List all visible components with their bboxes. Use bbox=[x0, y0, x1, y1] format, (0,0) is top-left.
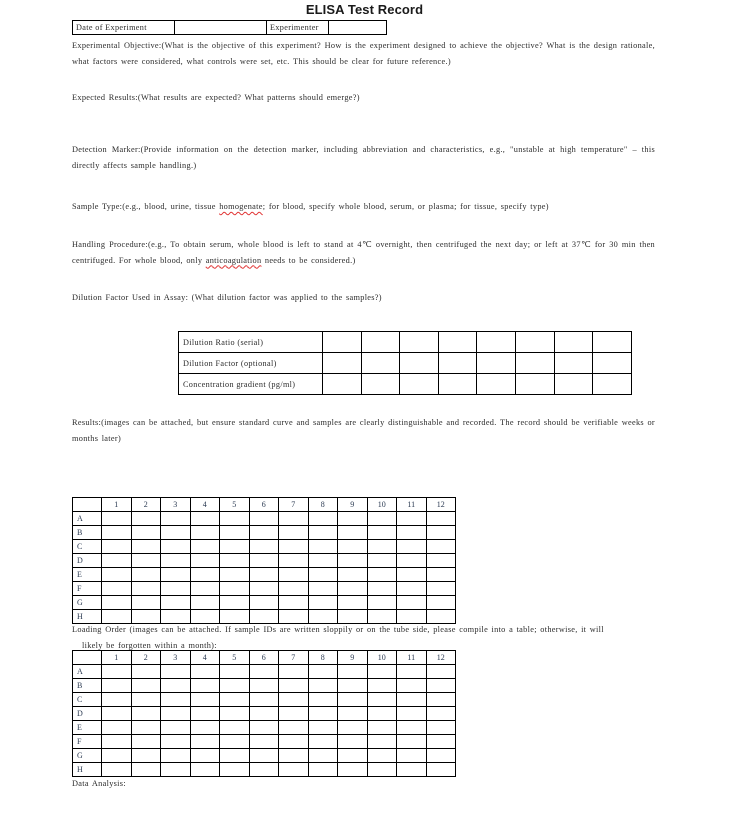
table-row bbox=[73, 679, 456, 693]
table-row bbox=[73, 707, 456, 721]
plate-well-cell-A7[interactable] bbox=[279, 512, 309, 526]
dilution-cell[interactable] bbox=[515, 332, 554, 353]
plate-column-header: 3 bbox=[161, 651, 191, 665]
plate-well-cell-C6[interactable] bbox=[249, 693, 279, 707]
plate-column-header: 1 bbox=[102, 651, 132, 665]
plate-well-cell-B4[interactable] bbox=[190, 526, 220, 540]
plate-well-cell-A6[interactable] bbox=[249, 665, 279, 679]
sample-type-text bbox=[72, 199, 655, 215]
dilution-cell[interactable] bbox=[361, 353, 400, 374]
plate-well-cell-F7[interactable] bbox=[279, 582, 309, 596]
plate-well-cell-F7[interactable] bbox=[279, 735, 309, 749]
plate-header-row bbox=[73, 651, 456, 665]
plate-corner-cell bbox=[73, 498, 102, 512]
plate-well-cell-G2[interactable] bbox=[131, 749, 161, 763]
plate-well-cell-F4[interactable] bbox=[190, 735, 220, 749]
plate-well-cell-C8[interactable] bbox=[308, 540, 338, 554]
dilution-cell[interactable] bbox=[400, 332, 439, 353]
plate-row-header: D bbox=[73, 554, 102, 568]
plate-column-header: 12 bbox=[426, 498, 456, 512]
plate-well-cell-C3[interactable] bbox=[161, 540, 191, 554]
plate-well-cell-D7[interactable] bbox=[279, 707, 309, 721]
plate-well-cell-B11[interactable] bbox=[397, 526, 427, 540]
plate-well-cell-G5[interactable] bbox=[220, 749, 250, 763]
plate-well-cell-A8[interactable] bbox=[308, 512, 338, 526]
data-analysis-label: Data Analysis: bbox=[72, 779, 126, 788]
plate-row-header: G bbox=[73, 596, 102, 610]
plate-well-cell-C7[interactable] bbox=[279, 693, 309, 707]
plate-well-cell-E8[interactable] bbox=[308, 568, 338, 582]
dilution-cell[interactable] bbox=[554, 374, 593, 395]
plate-column-header: 6 bbox=[249, 498, 279, 512]
plate-column-header: 9 bbox=[338, 651, 368, 665]
plate-well-cell-A5[interactable] bbox=[220, 665, 250, 679]
dilution-cell[interactable] bbox=[361, 332, 400, 353]
plate-well-cell-D12[interactable] bbox=[426, 554, 456, 568]
dilution-row-label: Concentration gradient (pg/ml) bbox=[179, 374, 323, 395]
dilution-cell[interactable] bbox=[323, 353, 362, 374]
plate-well-cell-D2[interactable] bbox=[131, 707, 161, 721]
plate-well-cell-E5[interactable] bbox=[220, 568, 250, 582]
plate-well-cell-B12[interactable] bbox=[426, 526, 456, 540]
plate-well-cell-C7[interactable] bbox=[279, 540, 309, 554]
plate-well-cell-G1[interactable] bbox=[102, 749, 132, 763]
table-row bbox=[73, 21, 387, 35]
plate-well-cell-D9[interactable] bbox=[338, 554, 368, 568]
plate-well-cell-F4[interactable] bbox=[190, 582, 220, 596]
plate-well-cell-F2[interactable] bbox=[131, 582, 161, 596]
plate-row-header: H bbox=[73, 610, 102, 624]
plate-well-cell-C1[interactable] bbox=[102, 693, 132, 707]
plate-well-cell-B12[interactable] bbox=[426, 679, 456, 693]
plate-well-cell-E10[interactable] bbox=[367, 568, 397, 582]
dilution-row-label: Dilution Factor (optional) bbox=[179, 353, 323, 374]
dilution-cell[interactable] bbox=[438, 353, 477, 374]
plate-well-cell-D7[interactable] bbox=[279, 554, 309, 568]
plate-well-cell-C2[interactable] bbox=[131, 693, 161, 707]
plate-well-cell-E3[interactable] bbox=[161, 568, 191, 582]
dilution-cell[interactable] bbox=[593, 374, 632, 395]
plate-well-cell-A4[interactable] bbox=[190, 512, 220, 526]
plate-well-cell-D3[interactable] bbox=[161, 707, 191, 721]
plate-well-cell-E6[interactable] bbox=[249, 568, 279, 582]
plate-well-cell-A10[interactable] bbox=[367, 665, 397, 679]
plate-well-cell-C4[interactable] bbox=[190, 693, 220, 707]
plate-well-cell-A9[interactable] bbox=[338, 665, 368, 679]
plate-row-header: F bbox=[73, 582, 102, 596]
plate-well-cell-E7[interactable] bbox=[279, 721, 309, 735]
plate-well-cell-F1[interactable] bbox=[102, 735, 132, 749]
plate-well-cell-C6[interactable] bbox=[249, 540, 279, 554]
table-row bbox=[73, 693, 456, 707]
plate-row-header: A bbox=[73, 512, 102, 526]
date-of-experiment-label: Date of Experiment bbox=[73, 21, 175, 35]
plate-layout-grid-1 bbox=[72, 497, 456, 624]
plate-well-cell-A2[interactable] bbox=[131, 512, 161, 526]
plate-well-cell-A7[interactable] bbox=[279, 665, 309, 679]
plate-well-cell-F5[interactable] bbox=[220, 582, 250, 596]
plate-well-cell-F9[interactable] bbox=[338, 735, 368, 749]
plate-well-cell-B2[interactable] bbox=[131, 526, 161, 540]
plate-column-header: 9 bbox=[338, 498, 368, 512]
plate-well-cell-E2[interactable] bbox=[131, 721, 161, 735]
plate-well-cell-E11[interactable] bbox=[397, 568, 427, 582]
spellcheck-word-anticoagulation: anticoagulation bbox=[205, 255, 262, 265]
plate-well-cell-F9[interactable] bbox=[338, 582, 368, 596]
dilution-factor-prompt-text: Dilution Factor Used in Assay: (What dilution factor was applied to the samples?) bbox=[72, 293, 382, 302]
plate-well-cell-B10[interactable] bbox=[367, 526, 397, 540]
plate-well-cell-A11[interactable] bbox=[397, 665, 427, 679]
plate-well-cell-G4[interactable] bbox=[190, 596, 220, 610]
dilution-cell[interactable] bbox=[323, 332, 362, 353]
plate-well-cell-A10[interactable] bbox=[367, 512, 397, 526]
plate-well-cell-G8[interactable] bbox=[308, 596, 338, 610]
plate-well-cell-B9[interactable] bbox=[338, 526, 368, 540]
table-row bbox=[73, 665, 456, 679]
plate-well-cell-A12[interactable] bbox=[426, 512, 456, 526]
plate-well-cell-E5[interactable] bbox=[220, 721, 250, 735]
plate-well-cell-F1[interactable] bbox=[102, 582, 132, 596]
plate-column-header: 7 bbox=[279, 498, 309, 512]
detection-marker-text: Detection Marker:(Provide information on the detection marker, including abbreviation and characteristics, e.g., "unstable at high temperature" – this directly affects sample handling.) bbox=[72, 145, 655, 170]
plate-row-header: G bbox=[73, 749, 102, 763]
plate-well-cell-H11[interactable] bbox=[397, 763, 427, 777]
plate-well-cell-D6[interactable] bbox=[249, 707, 279, 721]
table-row bbox=[179, 353, 632, 374]
plate-well-cell-D10[interactable] bbox=[367, 554, 397, 568]
plate-well-cell-F2[interactable] bbox=[131, 735, 161, 749]
table-row bbox=[73, 554, 456, 568]
plate-well-cell-D4[interactable] bbox=[190, 707, 220, 721]
plate-well-cell-B1[interactable] bbox=[102, 526, 132, 540]
table-row bbox=[73, 512, 456, 526]
plate-well-cell-E6[interactable] bbox=[249, 721, 279, 735]
plate-well-cell-D5[interactable] bbox=[220, 707, 250, 721]
plate-well-cell-H1[interactable] bbox=[102, 763, 132, 777]
plate-well-cell-G10[interactable] bbox=[367, 596, 397, 610]
plate-corner-cell bbox=[73, 651, 102, 665]
plate-well-cell-A5[interactable] bbox=[220, 512, 250, 526]
plate-well-cell-B5[interactable] bbox=[220, 679, 250, 693]
plate-well-cell-A1[interactable] bbox=[102, 512, 132, 526]
plate-row-header: F bbox=[73, 735, 102, 749]
plate-well-cell-H5[interactable] bbox=[220, 763, 250, 777]
plate-well-cell-B11[interactable] bbox=[397, 679, 427, 693]
plate-well-cell-E9[interactable] bbox=[338, 721, 368, 735]
table-row bbox=[179, 332, 632, 353]
dilution-cell[interactable] bbox=[477, 353, 516, 374]
plate-well-cell-C11[interactable] bbox=[397, 693, 427, 707]
plate-well-cell-B1[interactable] bbox=[102, 679, 132, 693]
plate-well-cell-F8[interactable] bbox=[308, 582, 338, 596]
plate-column-header: 11 bbox=[397, 498, 427, 512]
plate-well-cell-G7[interactable] bbox=[279, 596, 309, 610]
loading-order-line-2: likely be forgotten within a month): bbox=[82, 640, 217, 650]
plate-well-cell-G3[interactable] bbox=[161, 749, 191, 763]
plate-column-header: 5 bbox=[220, 498, 250, 512]
plate-well-cell-D4[interactable] bbox=[190, 554, 220, 568]
plate-well-cell-B7[interactable] bbox=[279, 526, 309, 540]
plate-well-cell-F3[interactable] bbox=[161, 735, 191, 749]
plate-header-row bbox=[73, 498, 456, 512]
dilution-cell[interactable] bbox=[400, 374, 439, 395]
experimenter-label: Experimenter bbox=[267, 21, 329, 35]
plate-well-cell-D12[interactable] bbox=[426, 707, 456, 721]
plate-well-cell-D11[interactable] bbox=[397, 554, 427, 568]
plate-well-cell-B3[interactable] bbox=[161, 679, 191, 693]
plate-well-cell-H10[interactable] bbox=[367, 763, 397, 777]
plate-well-cell-F8[interactable] bbox=[308, 735, 338, 749]
plate-column-header: 2 bbox=[131, 651, 161, 665]
plate-column-header: 8 bbox=[308, 498, 338, 512]
dilution-cell[interactable] bbox=[361, 374, 400, 395]
plate-well-cell-F10[interactable] bbox=[367, 735, 397, 749]
plate-well-cell-B3[interactable] bbox=[161, 526, 191, 540]
plate-column-header: 7 bbox=[279, 651, 309, 665]
plate-well-cell-E12[interactable] bbox=[426, 721, 456, 735]
plate-row-header: E bbox=[73, 721, 102, 735]
plate-well-cell-E8[interactable] bbox=[308, 721, 338, 735]
plate-row-header: E bbox=[73, 568, 102, 582]
dilution-cell[interactable] bbox=[554, 353, 593, 374]
table-row bbox=[73, 721, 456, 735]
plate-well-cell-D2[interactable] bbox=[131, 554, 161, 568]
date-of-experiment-field[interactable] bbox=[175, 21, 267, 35]
table-row bbox=[179, 374, 632, 395]
plate-well-cell-B9[interactable] bbox=[338, 679, 368, 693]
plate-column-header: 6 bbox=[249, 651, 279, 665]
plate-well-cell-A2[interactable] bbox=[131, 665, 161, 679]
plate-well-cell-B4[interactable] bbox=[190, 679, 220, 693]
plate-well-cell-C1[interactable] bbox=[102, 540, 132, 554]
plate-well-cell-B6[interactable] bbox=[249, 679, 279, 693]
dilution-cell[interactable] bbox=[323, 374, 362, 395]
plate-well-cell-G1[interactable] bbox=[102, 596, 132, 610]
plate-well-cell-E4[interactable] bbox=[190, 721, 220, 735]
plate-column-header: 10 bbox=[367, 651, 397, 665]
plate-well-cell-G12[interactable] bbox=[426, 596, 456, 610]
plate-well-cell-A3[interactable] bbox=[161, 665, 191, 679]
plate-well-cell-E2[interactable] bbox=[131, 568, 161, 582]
plate-well-cell-G4[interactable] bbox=[190, 749, 220, 763]
plate-well-cell-D1[interactable] bbox=[102, 554, 132, 568]
plate-well-cell-B7[interactable] bbox=[279, 679, 309, 693]
plate-well-cell-D5[interactable] bbox=[220, 554, 250, 568]
handling-procedure-text-post: needs to be considered.) bbox=[261, 255, 356, 265]
plate-well-cell-B8[interactable] bbox=[308, 526, 338, 540]
plate-well-cell-H3[interactable] bbox=[161, 763, 191, 777]
dilution-row-label: Dilution Ratio (serial) bbox=[179, 332, 323, 353]
plate-well-cell-H8[interactable] bbox=[308, 763, 338, 777]
plate-well-cell-G12[interactable] bbox=[426, 749, 456, 763]
plate-well-cell-D11[interactable] bbox=[397, 707, 427, 721]
plate-well-cell-C3[interactable] bbox=[161, 693, 191, 707]
plate-well-cell-C11[interactable] bbox=[397, 540, 427, 554]
plate-well-cell-F12[interactable] bbox=[426, 582, 456, 596]
plate-column-header: 10 bbox=[367, 498, 397, 512]
plate-well-cell-C10[interactable] bbox=[367, 693, 397, 707]
plate-well-cell-A6[interactable] bbox=[249, 512, 279, 526]
plate-well-cell-F3[interactable] bbox=[161, 582, 191, 596]
plate-well-cell-D9[interactable] bbox=[338, 707, 368, 721]
plate-column-header: 12 bbox=[426, 651, 456, 665]
plate-well-cell-H12[interactable] bbox=[426, 763, 456, 777]
plate-well-cell-G9[interactable] bbox=[338, 749, 368, 763]
plate-well-cell-G3[interactable] bbox=[161, 596, 191, 610]
plate-well-cell-E1[interactable] bbox=[102, 568, 132, 582]
plate-well-cell-D6[interactable] bbox=[249, 554, 279, 568]
expected-results-text: Expected Results:(What results are expected? What patterns should emerge?) bbox=[72, 93, 360, 102]
plate-layout-grid-2 bbox=[72, 650, 456, 777]
dilution-cell[interactable] bbox=[477, 374, 516, 395]
plate-well-cell-G8[interactable] bbox=[308, 749, 338, 763]
handling-procedure-text-pre: Handling Procedure:(e.g., To obtain serum, whole blood is left to stand at 4℃ overnight, then centrifuged the next day; or left at 37℃ for 30 min then centrifuged. For whole blood, only bbox=[72, 240, 655, 265]
plate-row-header: H bbox=[73, 763, 102, 777]
plate-well-cell-G2[interactable] bbox=[131, 596, 161, 610]
plate-row-header: C bbox=[73, 693, 102, 707]
experiment-header-table bbox=[72, 20, 387, 35]
plate-well-cell-F10[interactable] bbox=[367, 582, 397, 596]
plate-well-cell-D1[interactable] bbox=[102, 707, 132, 721]
plate-well-cell-G6[interactable] bbox=[249, 596, 279, 610]
plate-row-header: B bbox=[73, 679, 102, 693]
plate-well-cell-A3[interactable] bbox=[161, 512, 191, 526]
plate-well-cell-F6[interactable] bbox=[249, 735, 279, 749]
plate-well-cell-B5[interactable] bbox=[220, 526, 250, 540]
plate-column-header: 1 bbox=[102, 498, 132, 512]
dilution-table bbox=[178, 331, 632, 395]
plate-well-cell-G10[interactable] bbox=[367, 749, 397, 763]
plate-well-cell-G11[interactable] bbox=[397, 749, 427, 763]
plate-column-header: 2 bbox=[131, 498, 161, 512]
plate-well-cell-E11[interactable] bbox=[397, 721, 427, 735]
plate-well-cell-G5[interactable] bbox=[220, 596, 250, 610]
plate-well-cell-C2[interactable] bbox=[131, 540, 161, 554]
plate-well-cell-C9[interactable] bbox=[338, 693, 368, 707]
plate-well-cell-E4[interactable] bbox=[190, 568, 220, 582]
plate-well-cell-C4[interactable] bbox=[190, 540, 220, 554]
table-row bbox=[73, 540, 456, 554]
dilution-cell[interactable] bbox=[400, 353, 439, 374]
results-text: Results:(images can be attached, but ensure standard curve and samples are clearly distinguishable and recorded. The record should be verifiable weeks or months later) bbox=[72, 418, 655, 443]
plate-well-cell-C9[interactable] bbox=[338, 540, 368, 554]
plate-well-cell-E9[interactable] bbox=[338, 568, 368, 582]
plate-column-header: 4 bbox=[190, 651, 220, 665]
table-row bbox=[73, 526, 456, 540]
sample-type-text-pre: Sample Type:(e.g., blood, urine, tissue bbox=[72, 202, 220, 211]
plate-well-cell-E3[interactable] bbox=[161, 721, 191, 735]
plate-well-cell-H7[interactable] bbox=[279, 763, 309, 777]
sample-type-text-post: ; for blood, specify whole blood, serum, or plasma; for tissue, specify type) bbox=[262, 202, 549, 211]
dilution-cell[interactable] bbox=[438, 332, 477, 353]
plate-well-cell-A4[interactable] bbox=[190, 665, 220, 679]
plate-well-cell-B2[interactable] bbox=[131, 679, 161, 693]
loading-order-line-1: Loading Order (images can be attached. If sample IDs are written sloppily or on the tube side, please compile into a table; otherwise, it will bbox=[72, 625, 604, 634]
plate-well-cell-H6[interactable] bbox=[249, 763, 279, 777]
plate-well-cell-A9[interactable] bbox=[338, 512, 368, 526]
plate-well-cell-B6[interactable] bbox=[249, 526, 279, 540]
table-row bbox=[73, 735, 456, 749]
plate-row-header: B bbox=[73, 526, 102, 540]
spellcheck-word-homogenate: homogenate bbox=[219, 202, 263, 211]
plate-column-header: 3 bbox=[161, 498, 191, 512]
dilution-cell[interactable] bbox=[593, 332, 632, 353]
table-row bbox=[73, 582, 456, 596]
plate-row-header: A bbox=[73, 665, 102, 679]
plate-row-header: C bbox=[73, 540, 102, 554]
plate-well-cell-E12[interactable] bbox=[426, 568, 456, 582]
plate-well-cell-H4[interactable] bbox=[190, 763, 220, 777]
plate-well-cell-F11[interactable] bbox=[397, 735, 427, 749]
experimenter-field[interactable] bbox=[329, 21, 387, 35]
plate-well-cell-A11[interactable] bbox=[397, 512, 427, 526]
table-row bbox=[73, 749, 456, 763]
plate-well-cell-G7[interactable] bbox=[279, 749, 309, 763]
plate-well-cell-A8[interactable] bbox=[308, 665, 338, 679]
plate-well-cell-E1[interactable] bbox=[102, 721, 132, 735]
plate-well-cell-G9[interactable] bbox=[338, 596, 368, 610]
dilution-cell[interactable] bbox=[593, 353, 632, 374]
plate-well-cell-A12[interactable] bbox=[426, 665, 456, 679]
plate-column-header: 8 bbox=[308, 651, 338, 665]
plate-well-cell-H9[interactable] bbox=[338, 763, 368, 777]
plate-well-cell-E7[interactable] bbox=[279, 568, 309, 582]
plate-well-cell-C5[interactable] bbox=[220, 540, 250, 554]
table-row bbox=[73, 596, 456, 610]
dilution-cell[interactable] bbox=[515, 374, 554, 395]
plate-row-header: D bbox=[73, 707, 102, 721]
plate-well-cell-D8[interactable] bbox=[308, 707, 338, 721]
plate-column-header: 5 bbox=[220, 651, 250, 665]
plate-well-cell-D10[interactable] bbox=[367, 707, 397, 721]
plate-well-cell-B8[interactable] bbox=[308, 679, 338, 693]
plate-well-cell-C12[interactable] bbox=[426, 540, 456, 554]
plate-well-cell-G11[interactable] bbox=[397, 596, 427, 610]
plate-well-cell-D3[interactable] bbox=[161, 554, 191, 568]
plate-well-cell-F11[interactable] bbox=[397, 582, 427, 596]
plate-well-cell-F5[interactable] bbox=[220, 735, 250, 749]
plate-well-cell-F6[interactable] bbox=[249, 582, 279, 596]
plate-column-header: 4 bbox=[190, 498, 220, 512]
plate-column-header: 11 bbox=[397, 651, 427, 665]
plate-well-cell-C5[interactable] bbox=[220, 693, 250, 707]
page-title: ELISA Test Record bbox=[305, 2, 424, 17]
handling-procedure-text bbox=[72, 237, 655, 268]
plate-well-cell-H2[interactable] bbox=[131, 763, 161, 777]
plate-well-cell-C8[interactable] bbox=[308, 693, 338, 707]
plate-well-cell-B10[interactable] bbox=[367, 679, 397, 693]
table-row bbox=[73, 763, 456, 777]
plate-well-cell-A1[interactable] bbox=[102, 665, 132, 679]
experimental-objective-text: Experimental Objective:(What is the objective of this experiment? How is the experiment designed to achieve the objective? What is the design rationale, what factors were considered, what controls were set, etc. This should be clear for future reference.) bbox=[72, 41, 655, 66]
plate-well-cell-C10[interactable] bbox=[367, 540, 397, 554]
plate-well-cell-E10[interactable] bbox=[367, 721, 397, 735]
dilution-cell[interactable] bbox=[438, 374, 477, 395]
plate-well-cell-C12[interactable] bbox=[426, 693, 456, 707]
plate-well-cell-G6[interactable] bbox=[249, 749, 279, 763]
dilution-cell[interactable] bbox=[477, 332, 516, 353]
plate-well-cell-D8[interactable] bbox=[308, 554, 338, 568]
dilution-cell[interactable] bbox=[515, 353, 554, 374]
plate-well-cell-F12[interactable] bbox=[426, 735, 456, 749]
table-row bbox=[73, 568, 456, 582]
dilution-cell[interactable] bbox=[554, 332, 593, 353]
loading-order-text bbox=[72, 622, 655, 653]
